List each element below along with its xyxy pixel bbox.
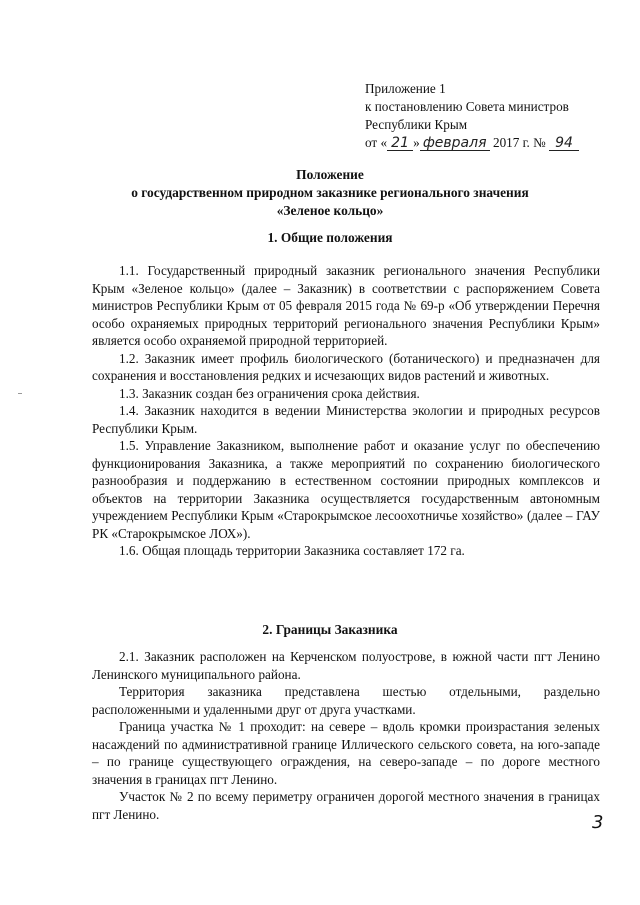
paragraph-1-4: 1.4. Заказник находится в ведении Министерства экологии и природных ресурсов Республики Крым.: [92, 403, 600, 436]
date-year: 2017 г. №: [492, 135, 546, 150]
paragraph-1-5: 1.5. Управление Заказником, выполнение работ и оказание услуг по обеспечению функционирования Заказника, а также мероприятий по сохранению биологического разнообразия и поддержанию в естественном состоянии природных комплексов и объектов на территории Заказника осуществляется государственным автономным учреждением Республики Крым «Старокрымское лесоохотничье хозяйство» (далее – ГАУ РК «Старокрымское ЛОХ»).: [92, 438, 600, 541]
date-prefix: от: [365, 135, 378, 150]
appendix-line-2: к постановлению Совета министров: [365, 99, 569, 114]
paragraph-1-3: 1.3. Заказник создан без ограничения срока действия.: [119, 385, 420, 401]
paragraph-1-2: 1.2. Заказник имеет профиль биологического (ботанического) и предназначен для сохранения и восстановления редких и исчезающих видов растений и животных.: [92, 350, 600, 383]
section-2-body: [92, 648, 600, 823]
day-open-quote: «: [380, 135, 388, 150]
appendix-line-1: Приложение 1: [365, 81, 446, 96]
handwritten-month: февраля: [420, 136, 490, 151]
scan-mark: [18, 393, 22, 394]
paragraph-1-6: 1.6. Общая площадь территории Заказника составляет 172 га.: [119, 543, 465, 558]
day-close-quote: »: [413, 135, 420, 150]
paragraph-2-3: Граница участка № 1 проходит: на севере – вдоль кромки произрастания зеленых насаждений по административной границе Иллического сельского совета, на юго-западе – по границе существующего ограждения, на северо-западе – по дороге местного значения в границах пгт Ленино.: [92, 719, 600, 787]
section-1-heading: 1. Общие положения: [267, 230, 393, 245]
section-2-heading: 2. Границы Заказника: [262, 622, 398, 637]
appendix-date-line: [365, 134, 615, 152]
title-line-1: Положение: [296, 167, 364, 182]
appendix-line-3: Республики Крым: [365, 117, 468, 132]
paragraph-2-4: Участок № 2 по всему периметру ограничен дорогой местного значения в границах пгт Ленино.: [92, 789, 600, 822]
appendix-block: [365, 80, 615, 152]
paragraph-2-2: Территория заказника представлена шестью отдельными, раздельно расположенными и удаленными друг от друга участками.: [92, 684, 600, 717]
paragraph-1-1: 1.1. Государственный природный заказник регионального значения Республики Крым «Зеленое кольцо» (далее – Заказник) в соответствии с распоряжением Совета министров Республики Крым от 05 февраля 2015 года № 69-р «Об утверждении Перечня особо охраняемых природных территорий регионального значения Республики Крым» является особо охраняемой природной территорией.: [92, 263, 600, 348]
handwritten-number: 94: [549, 136, 579, 151]
title-line-3: «Зеленое кольцо»: [276, 203, 384, 218]
handwritten-page-number: 3: [592, 812, 604, 833]
document-title: [100, 166, 560, 220]
paragraph-2-1: 2.1. Заказник расположен на Керченском полуострове, в южной части пгт Ленино Ленинского муниципального района.: [92, 649, 600, 682]
handwritten-day: 21: [387, 136, 413, 151]
title-line-2: о государственном природном заказнике регионального значения: [131, 185, 529, 200]
section-1-body: [92, 262, 600, 560]
